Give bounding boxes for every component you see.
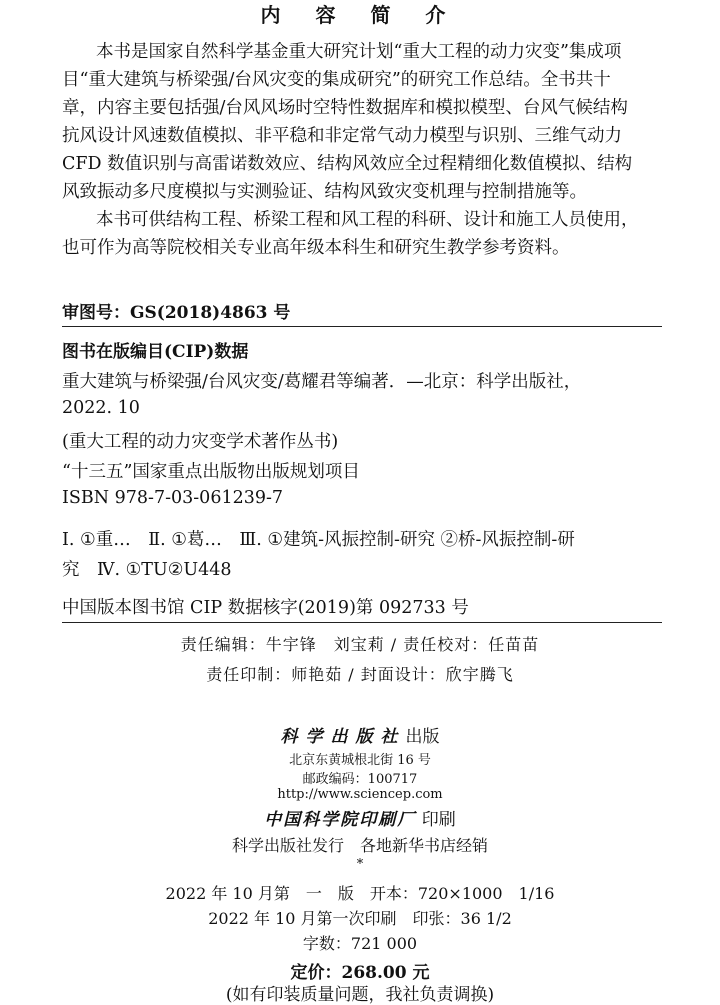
publisher-suffix: 出版: [405, 727, 440, 747]
intro-line: CFD 数值识别与高雷诺数效应、结构风效应全过程精细化数值模拟、结构: [62, 154, 633, 174]
printer-logo: 中国科学院印刷厂: [264, 810, 417, 830]
publisher-name: [0, 722, 720, 747]
divider: [62, 622, 662, 623]
intro-line: 也可作为高等院校相关专业高年级本科生和研究生教学参考资料。: [62, 238, 570, 258]
cip-line: 2022. 10: [62, 398, 140, 418]
isbn: ISBN 978-7-03-061239-7: [62, 488, 284, 508]
intro-line: 本书是国家自然科学基金重大研究计划“重大工程的动力灾变”集成项: [96, 42, 622, 62]
intro-paragraph-1: [62, 38, 662, 206]
word-count: 字数：721 000: [302, 934, 418, 953]
cip-classification: 究 Ⅳ. ①TU②U448: [62, 560, 232, 580]
cip-record-number: 中国版本图书馆 CIP 数据核字(2019)第 092733 号: [62, 598, 469, 618]
cip-line: “十三五”国家重点出版物出版规划项目: [62, 462, 360, 482]
cip-line: (重大工程的动力灾变学术著作丛书): [62, 432, 339, 452]
publisher-logo: 科学出版社: [280, 727, 406, 747]
intro-line: 风致振动多尺度模拟与实测验证、结构风致灾变机理与控制措施等。: [62, 182, 587, 202]
cip-heading: 图书在版编目(CIP)数据: [62, 342, 249, 362]
printer-name: [0, 805, 720, 830]
distribution: 科学出版社发行 各地新华书店经销: [231, 836, 488, 855]
divider: [62, 326, 662, 327]
price: 定价：268.00 元: [290, 963, 430, 983]
intro-line: 章，内容主要包括强/台风风场时空特性数据库和模拟模型、台风气候结构: [62, 98, 628, 118]
intro-line: 抗风设计风速数值模拟、非平稳和非定常气动力模型与识别、三维气动力: [62, 126, 622, 146]
intro-line: 目“重大建筑与桥梁强/台风灾变的集成研究”的研究工作总结。全书共十: [62, 70, 611, 90]
publisher-address: 北京东黄城根北街 16 号: [289, 753, 431, 768]
intro-line: 本书可供结构工程、桥梁工程和风工程的科研、设计和施工人员使用，: [96, 210, 639, 230]
production-credits: 责任印制：师艳茹 / 封面设计：欣宇腾飞: [206, 665, 514, 684]
edition-line: 2022 年 10 月第 一 版 开本：720×1000 1/16: [165, 884, 555, 903]
separator-asterisk: *: [356, 857, 364, 872]
map-approval-number: 审图号：GS(2018)4863 号: [62, 303, 291, 323]
cip-classification: Ⅰ. ①重… Ⅱ. ①葛… Ⅲ. ①建筑-风振控制-研究 ②桥-风振控制-研: [62, 530, 575, 550]
printer-suffix: 印刷: [416, 810, 456, 830]
quality-notice: (如有印装质量问题，我社负责调换): [225, 985, 495, 1005]
publisher-postcode: 邮政编码：100717: [302, 772, 418, 787]
page-title: 内 容 简 介: [260, 3, 460, 27]
editor-credits: 责任编辑：牛宇锋 刘宝莉 / 责任校对：任苗苗: [180, 635, 540, 654]
publisher-url: http://www.sciencep.com: [277, 787, 443, 802]
intro-paragraph-2: [62, 206, 662, 262]
edition-line: 2022 年 10 月第一次印刷 印张：36 1/2: [208, 909, 512, 928]
cip-line: 重大建筑与桥梁强/台风灾变/葛耀君等编著．—北京：科学出版社，: [62, 372, 582, 392]
